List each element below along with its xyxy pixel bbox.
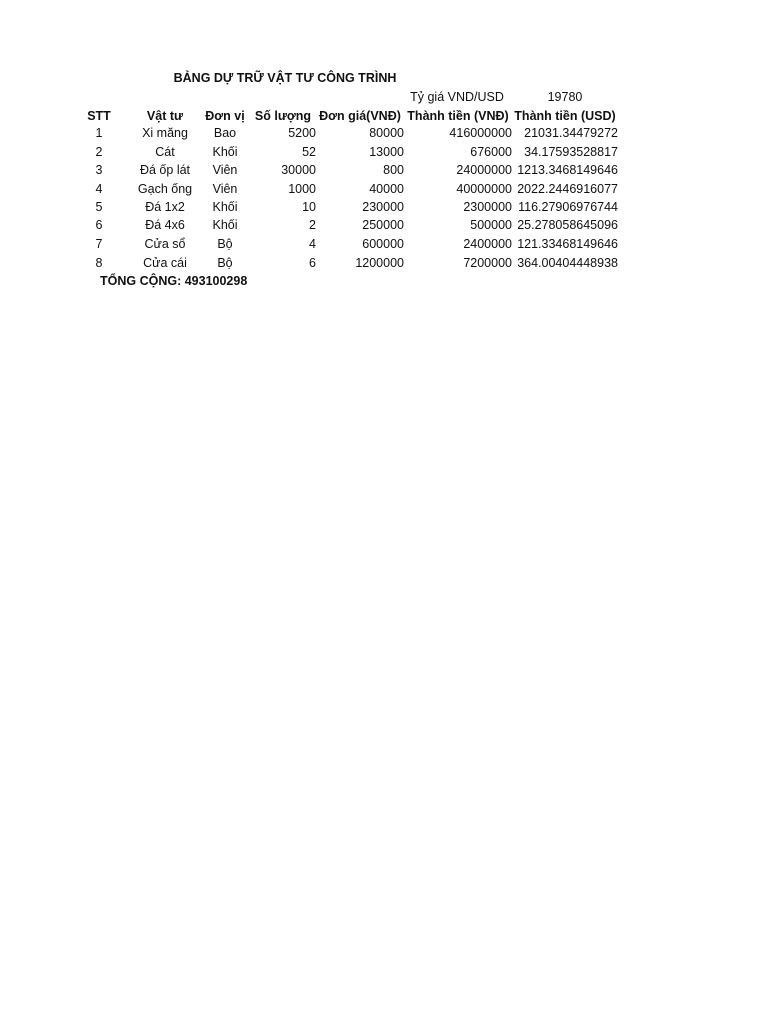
cell-stt: 3	[95, 163, 103, 177]
header-stt: STT	[87, 109, 111, 123]
cell-so-luong: 30000	[281, 163, 316, 177]
cell-vat-tu: Đá 4x6	[145, 218, 185, 232]
cell-thanh-tien-vnd: 40000000	[456, 182, 512, 196]
cell-thanh-tien-usd: 364.00404448938	[517, 256, 618, 270]
cell-stt: 2	[95, 145, 103, 159]
cell-don-vi: Bao	[213, 126, 237, 140]
cell-don-vi: Bộ	[217, 237, 233, 251]
cell-don-gia: 600000	[362, 237, 404, 251]
cell-thanh-tien-usd: 2022.2446916077	[517, 182, 618, 196]
cell-thanh-tien-usd: 1213.3468149646	[517, 163, 618, 177]
cell-thanh-tien-usd: 34.17593528817	[524, 145, 618, 159]
cell-vat-tu: Cửa sổ	[144, 237, 186, 251]
cell-vat-tu: Đá ốp lát	[139, 163, 191, 177]
header-so-luong: Số lượng	[254, 109, 312, 123]
cell-vat-tu: Cát	[155, 145, 175, 159]
cell-don-vi: Viên	[212, 182, 238, 196]
header-don-gia: Đơn giá(VNĐ)	[319, 109, 401, 123]
cell-so-luong: 10	[302, 200, 316, 214]
cell-vat-tu: Xi măng	[142, 126, 188, 140]
header-thanh-tien-vnd: Thành tiền (VNĐ)	[407, 109, 509, 123]
cell-so-luong: 1000	[288, 182, 316, 196]
cell-don-gia: 1200000	[355, 256, 404, 270]
header-vat-tu: Vật tư	[146, 109, 184, 123]
cell-vat-tu: Gạch ống	[137, 182, 193, 196]
cell-thanh-tien-vnd: 2300000	[463, 200, 512, 214]
cell-thanh-tien-usd: 21031.34479272	[524, 126, 618, 140]
cell-so-luong: 2	[309, 218, 316, 232]
cell-don-vi: Bộ	[217, 256, 233, 270]
cell-stt: 8	[95, 256, 103, 270]
cell-don-vi: Khối	[212, 218, 238, 232]
cell-thanh-tien-vnd: 7200000	[463, 256, 512, 270]
cell-don-gia: 230000	[362, 200, 404, 214]
cell-don-vi: Khối	[212, 145, 238, 159]
cell-vat-tu: Đá 1x2	[145, 200, 185, 214]
cell-stt: 5	[95, 200, 103, 214]
header-thanh-tien-usd: Thành tiền (USD)	[514, 109, 616, 123]
header-don-vi: Đơn vị	[205, 109, 245, 123]
cell-don-gia: 40000	[369, 182, 404, 196]
cell-vat-tu: Cửa cái	[143, 256, 187, 270]
cell-thanh-tien-vnd: 676000	[470, 145, 512, 159]
cell-stt: 7	[95, 237, 103, 251]
cell-so-luong: 5200	[288, 126, 316, 140]
cell-thanh-tien-vnd: 416000000	[449, 126, 512, 140]
cell-stt: 1	[95, 126, 103, 140]
cell-so-luong: 4	[309, 237, 316, 251]
cell-thanh-tien-vnd: 2400000	[463, 237, 512, 251]
cell-don-gia: 250000	[362, 218, 404, 232]
cell-thanh-tien-vnd: 24000000	[456, 163, 512, 177]
cell-thanh-tien-usd: 25.278058645096	[517, 218, 618, 232]
exchange-rate-label: Tỷ giá VND/USD	[410, 90, 504, 104]
total-row: TỔNG CỘNG: 493100298	[100, 274, 248, 288]
cell-thanh-tien-usd: 121.33468149646	[517, 237, 618, 251]
cell-thanh-tien-usd: 116.27906976744	[518, 200, 618, 214]
cell-don-vi: Khối	[212, 200, 238, 214]
sheet-title: BẢNG DỰ TRỮ VẬT TƯ CÔNG TRÌNH	[173, 71, 397, 85]
cell-stt: 6	[95, 218, 103, 232]
cell-so-luong: 6	[309, 256, 316, 270]
cell-don-gia: 13000	[369, 145, 404, 159]
cell-thanh-tien-vnd: 500000	[470, 218, 512, 232]
cell-so-luong: 52	[302, 145, 316, 159]
exchange-rate-value: 19780	[547, 90, 583, 104]
cell-don-gia: 800	[383, 163, 404, 177]
cell-stt: 4	[95, 182, 103, 196]
cell-don-vi: Viên	[212, 163, 238, 177]
cell-don-gia: 80000	[369, 126, 404, 140]
